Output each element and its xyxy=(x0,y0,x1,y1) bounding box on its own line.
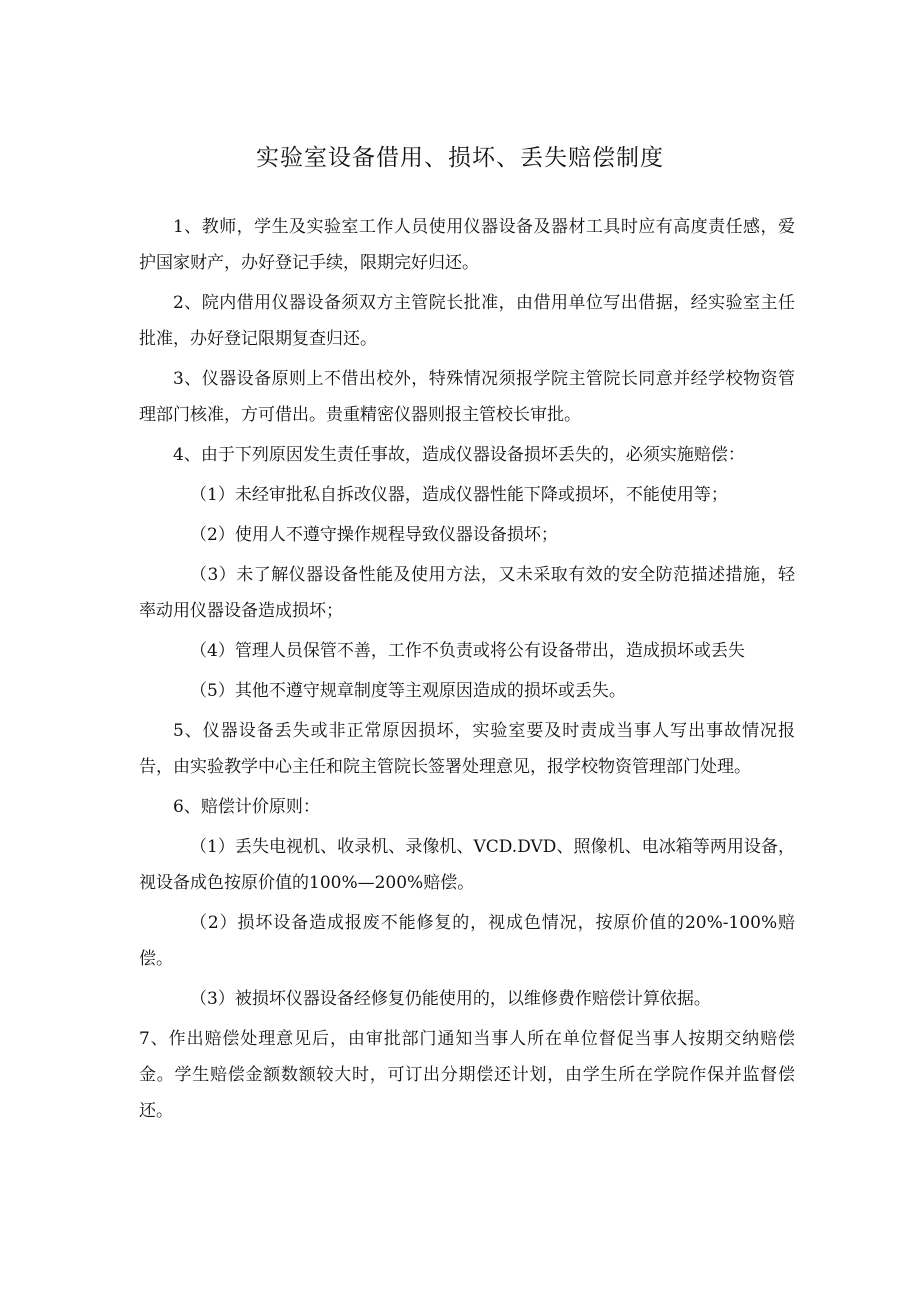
sub-item-4-2: （2）使用人不遵守操作规程导致仪器设备损坏； xyxy=(190,525,558,545)
paragraph-2: 2、院内借用仪器设备须双方主管院长批准，由借用单位写出借据，经实验室主任批准，办好登记限期复查归还。 xyxy=(139,293,795,349)
sub-item-4-1: （1）未经审批私自拆改仪器，造成仪器性能下降或损坏，不能使用等； xyxy=(190,485,728,505)
sub-item-6-1: （1）丢失电视机、收录机、录像机、VCD.DVD、照像机、电冰箱等两用设备，视设备成色按原价值的100%—200%赔偿。 xyxy=(139,837,795,893)
paragraph-7: 7、作出赔偿处理意见后，由审批部门通知当事人所在单位督促当事人按期交纳赔偿金。学生赔偿金额数额较大时，可订出分期偿还计划，由学生所在学院作保并监督偿还。 xyxy=(139,1029,795,1121)
sub-item-6-3: （3）被损坏仪器设备经修复仍能使用的，以维修费作赔偿计算依据。 xyxy=(190,989,711,1009)
paragraph-3: 3、仪器设备原则上不借出校外，特殊情况须报学院主管院长同意并经学校物资管理部门核准，方可借出。贵重精密仪器则报主管校长审批。 xyxy=(139,369,795,425)
document-body xyxy=(139,209,795,1129)
sub-item-4-3: （3）未了解仪器设备性能及使用方法，又未采取有效的安全防范描述措施，轻率动用仪器设备造成损坏； xyxy=(139,565,795,621)
paragraph-1: 1、教师，学生及实验室工作人员使用仪器设备及器材工具时应有高度责任感，爱护国家财产，办好登记手续，限期完好归还。 xyxy=(139,217,795,273)
document-title: 实验室设备借用、损坏、丢失赔偿制度 xyxy=(256,145,664,171)
paragraph-5: 5、仪器设备丢失或非正常原因损坏，实验室要及时责成当事人写出事故情况报告，由实验教学中心主任和院主管院长签署处理意见，报学校物资管理部门处理。 xyxy=(139,721,795,777)
sub-item-4-5: （5）其他不遵守规章制度等主观原因造成的损坏或丢失。 xyxy=(190,681,626,701)
paragraph-6: 6、赔偿计价原则： xyxy=(173,797,320,817)
paragraph-4: 4、由于下列原因发生责任事故，造成仪器设备损坏丢失的，必须实施赔偿： xyxy=(173,445,745,465)
sub-item-6-2: （2）损坏设备造成报废不能修复的，视成色情况，按原价值的20%-100%赔偿。 xyxy=(139,913,795,969)
sub-item-4-4: （4）管理人员保管不善，工作不负责或将公有设备带出，造成损坏或丢失 xyxy=(190,641,745,661)
